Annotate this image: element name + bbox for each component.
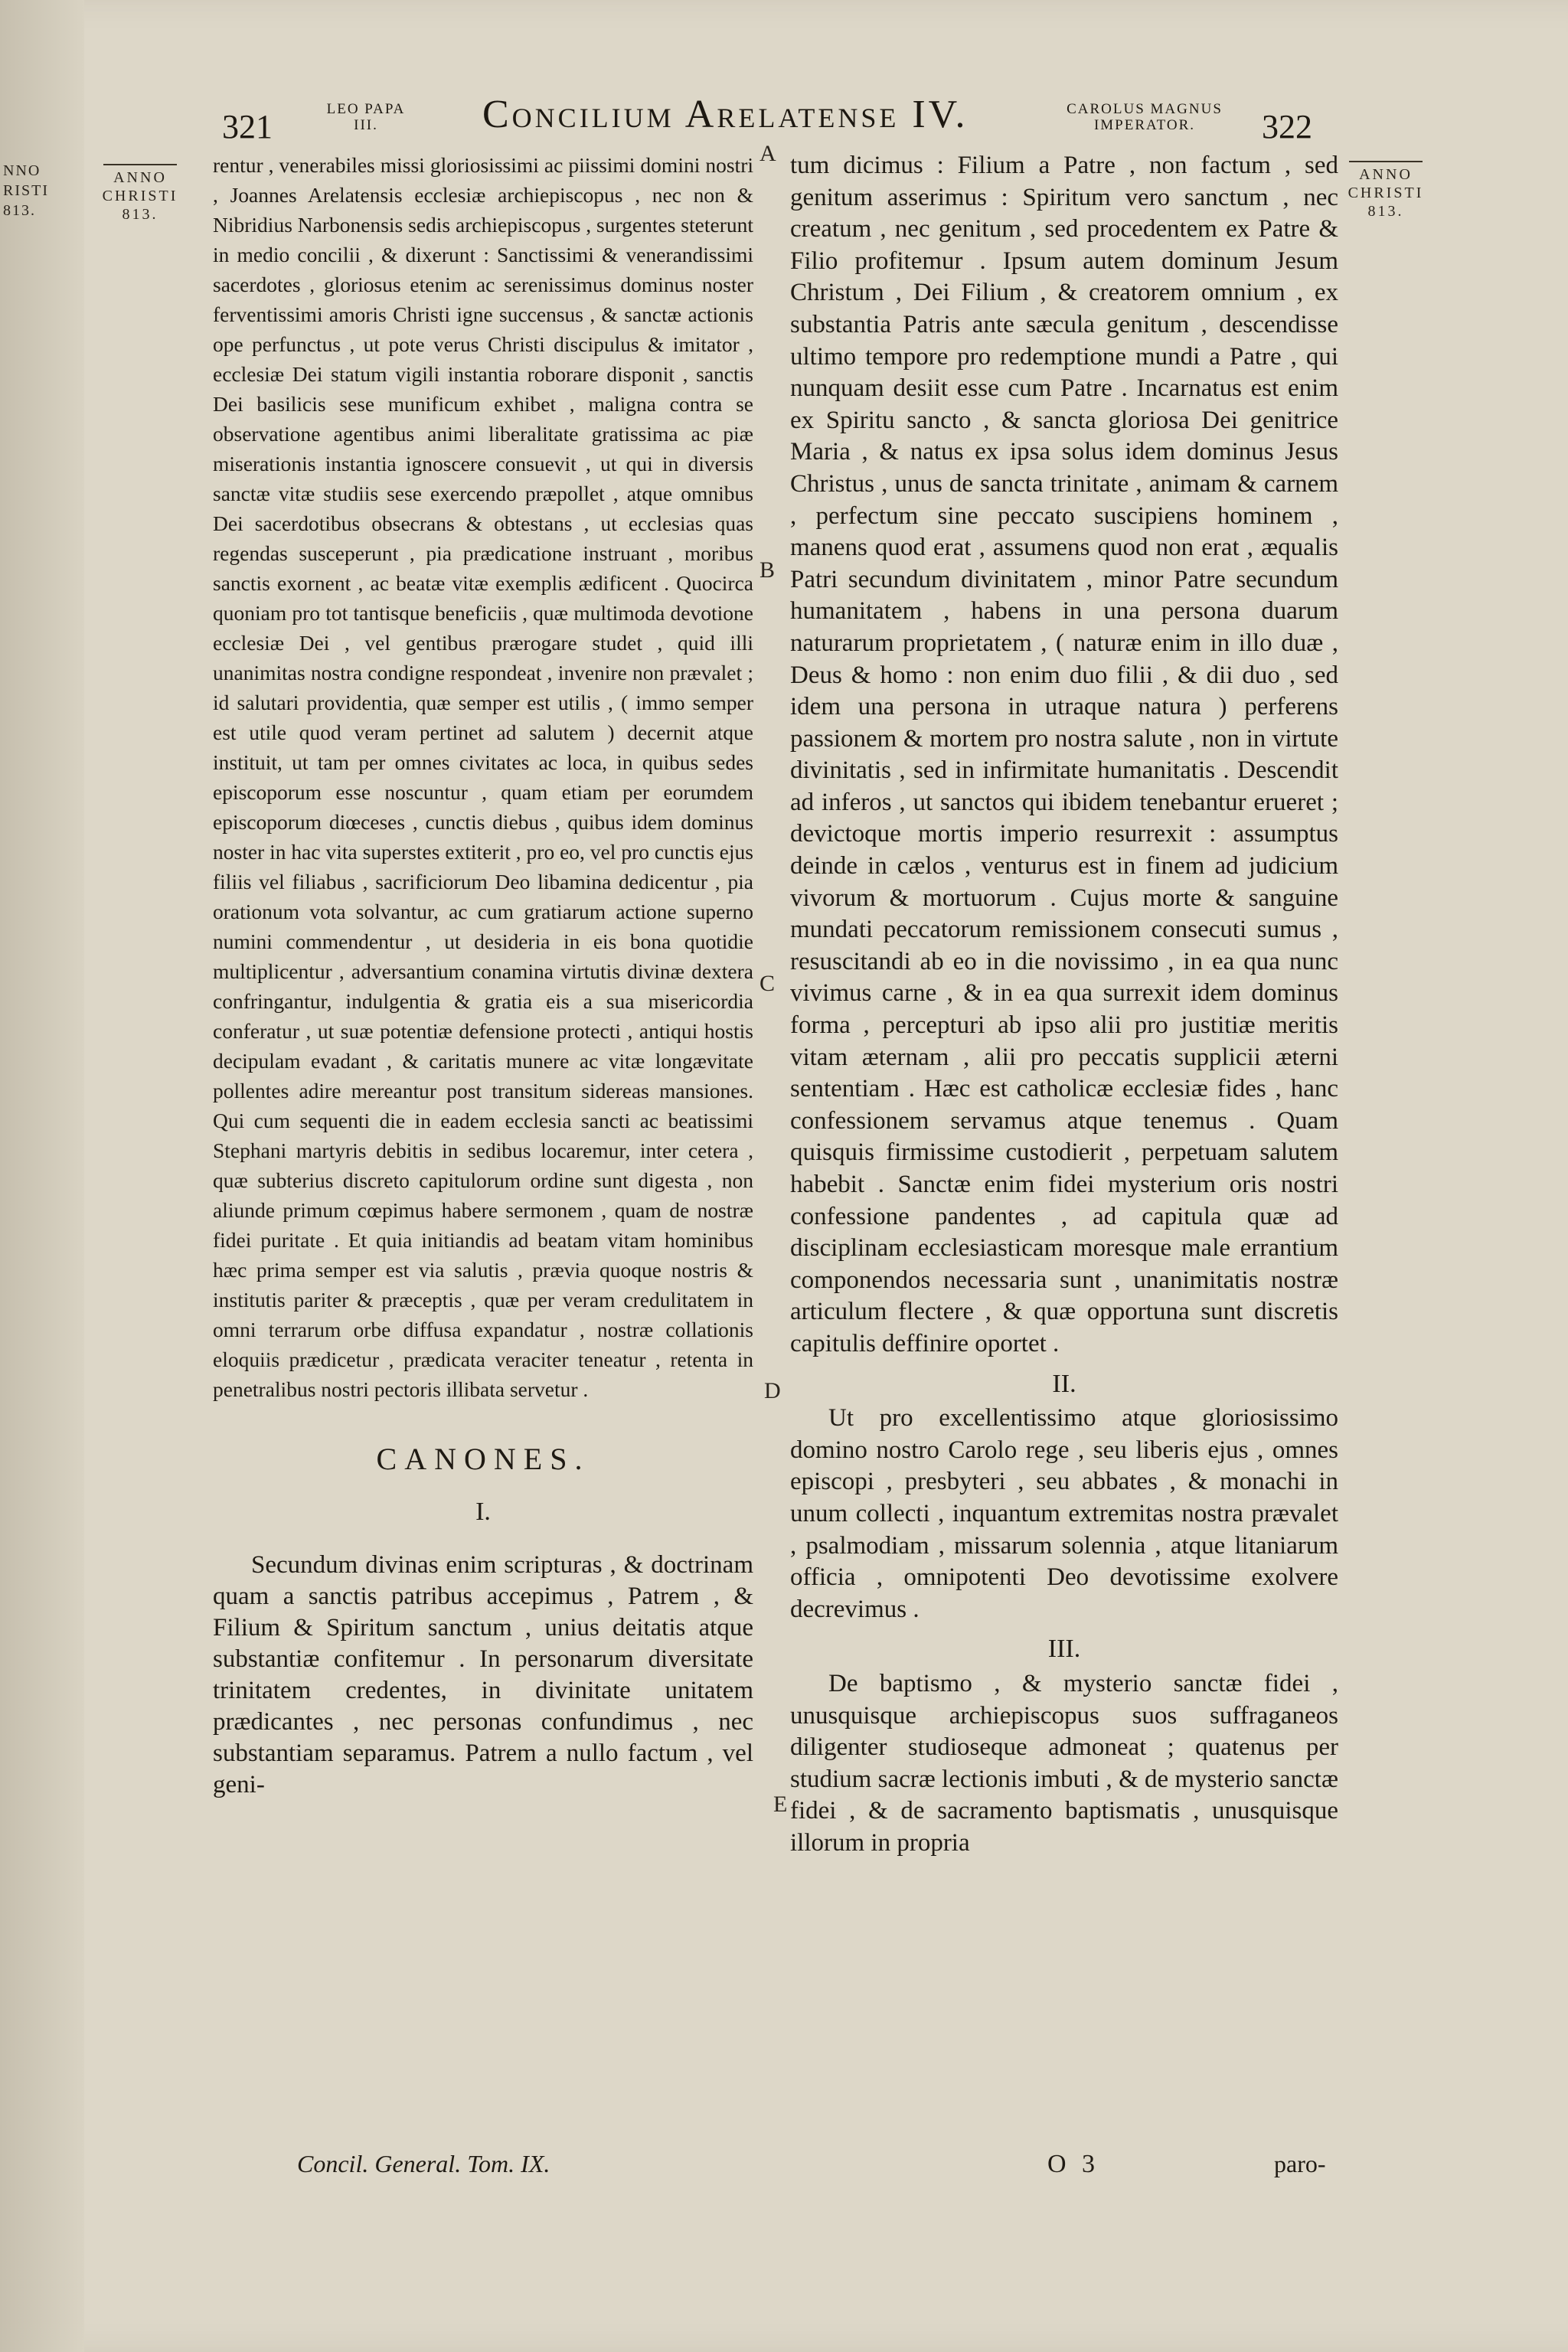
margin-year-left <box>98 164 182 224</box>
footer-catchword: paro- <box>1274 2150 1326 2177</box>
facing-page-margin-note: NNO RISTI 813. <box>3 162 49 219</box>
section-letter-d: D <box>764 1378 781 1403</box>
page-number-left: 321 <box>222 108 273 145</box>
margin-year: 813. <box>1367 203 1404 220</box>
section-letter-e: E <box>773 1792 788 1817</box>
header-emperor: CAROLUS MAGNUS IMPERATOR. <box>1067 101 1223 133</box>
margin-year-right <box>1344 161 1428 220</box>
canones-heading: CANONES. <box>376 1442 590 1476</box>
margin-label: ANNO CHRISTI <box>102 169 178 204</box>
section-letter-c: C <box>760 971 776 996</box>
margin-rule <box>1349 161 1423 162</box>
canon-number: I. <box>475 1498 491 1526</box>
section-letter-a: A <box>760 141 776 166</box>
canon-2-text: Ut pro excellentissimo atque gloriosissimo domino nostro Carolo rege , seu liberis ejus , omnes episcopi , presbyteri , seu abbates , & monachi in unum collecti , inquantum extremitas nostra prævalet , psalmodiam , missarum solennia , atque litaniarum officia , omnipotenti Deo devotissime exolvere decrevimus . <box>790 1404 1338 1623</box>
footer-volume: Concil. General. Tom. IX. <box>297 2150 550 2177</box>
footer-signature-mark: O 3 <box>1047 2150 1100 2178</box>
canon-number: III. <box>1047 1635 1081 1664</box>
section-letter-b: B <box>760 557 776 583</box>
facing-page-edge <box>0 0 84 2352</box>
canon-number: II. <box>1052 1369 1076 1398</box>
header-pope: LEO PAPA III. <box>326 101 406 133</box>
margin-label: ANNO CHRISTI <box>1348 166 1424 201</box>
right-column <box>790 150 1338 1859</box>
introduction-text: rentur , venerabiles missi gloriosissimi ac piissimi domini nostri , Joannes Arelatensis ecclesiæ archiepiscopus , nec non & Nibridius Narbonensis sedis archiepiscopus , surgentes steterunt in medio concilii , & dixerunt : Sanctissimi & venerandissimi sacerdotes , gloriosus etenim ac serenissimus dominus noster ferventissimi amoris Christi igne succensus , & sanctæ actionis ope perfunctus , ut pote verus Christi discipulus & imitator , ecclesiæ Dei statum vigili instantia roborare disponit , sanctis Dei basilicis sese munificum exhibet , maligna contra se observatione agentibus animi liberalitate gratissima ac piæ miserationis instantia ignoscere consuevit , ut qui in diversis sanctæ vitæ studiis sese exercendo præpollet , atque omnibus Dei sacerdotibus obsecrans & obtestans , ut ecclesias quas regendas susceperunt , pia prædicatione instruant , moribus sanctis exornent , ac beatæ vitæ exemplis ædificent . Quocirca quoniam pro tot tantisque beneficiis , quæ multimoda devotione ecclesiæ Dei , vel gentibus prærogare studet , quid illi unanimitas nostra condigne respondeat , invenire non prævalet ; id salutari providentia, quæ semper est utilis , ( immo semper est utile quod veram pertinet ad salutem ) decernit atque instituit, ut tam per omnes civitates ac loca, in quibus sedes episcoporum esse noscuntur , quam etiam per eorumdem episcoporum diœceses , cunctis diebus , quibus idem dominus noster in hac vita superstes extiterit , pro eo, vel pro cunctis ejus filiis vel filiabus , sacrificiorum Deo libamina dedicentur , pia orationum vota solvantur, ac cum gratiarum actione superno numini commendentur , ut desideria in eis bona quotidie multiplicentur , adversantium conamina virtutis divinæ dextera confringantur, indulgentia & gratia eis a sua misericordia conferatur , ut suæ potentiæ defensione protecti , antiqui hostis decipulam evadant , & caritatis munere ac vitæ longævitate pollentes adire mereantur post transitum sidereas mansiones. Qui cum sequenti die in eadem ecclesia sancti ac beatissimi Stephani martyris debitis in sedibus locaremur, inter cetera , quæ subterius discreto capitulorum ordine sunt digesta , non aliunde primum cœpimus habere sermonem , quam de nostræ fidei puritate . Et quia initiandis ad beatam vitam hominibus hæc prima semper est via salutis , prævia quoque nostris & institutis pariter & præceptis , quæ per veram credulitatem in omni terrarum orbe diffusa expandatur , nostræ collationis eloquiis prædicetur , prædicata veraciter teneatur , retenta in penetralibus nostri pectoris illibata servetur . <box>213 153 753 1401</box>
running-title: Concilium Arelatense IV. <box>482 93 969 136</box>
page-number-right: 322 <box>1262 108 1312 145</box>
margin-rule <box>103 164 177 165</box>
canon-1-continuation: tum dicimus : Filium a Patre , non factum , sed genitum asserimus : Spiritum vero sanctum , nec creatum , nec genitum , sed procedentem ex Patre & Filio profitemur . Ipsum autem dominum Jesum Christum , Dei Filium , & creatorem omnium , ex substantia Patris ante sæcula genitum , descendisse ultimo tempore pro redemptione mundi a Patre , qui nunquam desiit esse cum Patre . Incarnatus est enim ex Spiritu sancto , & sancta gloriosa Dei genitrice Maria , & natus ex ipsa solus idem dominus Jesus Christus , unus de sancta trinitate , animam & carnem , perfectum sine peccato suscipiens hominem , manens quod erat , assumens quod non erat , æqualis Patri secundum divinitatem , minor Patre secundum humanitatem , habens in una persona duarum naturarum proprietatem , ( naturæ enim in illo duæ , Deus & homo : non enim duo filii , & dii duo , sed idem una persona in utraque natura ) perferens passionem & mortem pro nostra salute , non in virtute divinitatis , sed in infirmitate humanitatis . Descendit ad inferos , ut sanctos qui ibidem tenebantur erueret ; devictoque mortis imperio resurrexit : assumptus deinde in cælos , venturus est in finem ad judicium vivorum & mortuorum . Cujus morte & sanguine mundati peccatorum remissionem consecuti sumus , resuscitandi ab eo in die novissimo , in ea qua nunc vivimus carne , & in ea qua surrexit idem dominus forma , percepturi ab ipso alii pro justitiæ meritis vitam æternam , alii pro peccatis supplicii æterni sententiam . Hæc est catholicæ ecclesiæ fides , hanc confessionem servamus atque tenemus . Quam quisquis firmissime custodierit , perpetuam salutem habebit . Sanctæ enim fidei mysterium oris nostri confessione pandentes , ad capitula quæ ad disciplinam ecclesiasticam moresque male errantium componendos necessaria sunt , unanimitatis nostræ articulum flectere , & quæ opportuna sunt discretis capitulis deffinire oportet . <box>790 152 1338 1357</box>
margin-year: 813. <box>122 206 158 223</box>
canon-3-text: De baptismo , & mysterio sanctæ fidei , unusquisque archiepiscopus suos suffraganeos diligenter studioseque admoneat ; quatenus per studium sacræ lectionis imbuti , & de mysterio sanctæ fidei , & de sacramento baptismatis , unusquisque illorum in propria <box>790 1669 1338 1857</box>
left-column <box>213 150 753 1801</box>
canon-1-text: Secundum divinas enim scripturas , & doctrinam quam a sanctis patribus accepimus , Patrem , & Filium & Spiritum sanctum , unius deitatis atque substantiæ confitemur . In personarum diversitate trinitatem credentes, in divinitate unitatem prædicantes , nec personas confundimus , nec substantiam separamus. Patrem a nullo factum , vel geni- <box>213 1551 753 1798</box>
